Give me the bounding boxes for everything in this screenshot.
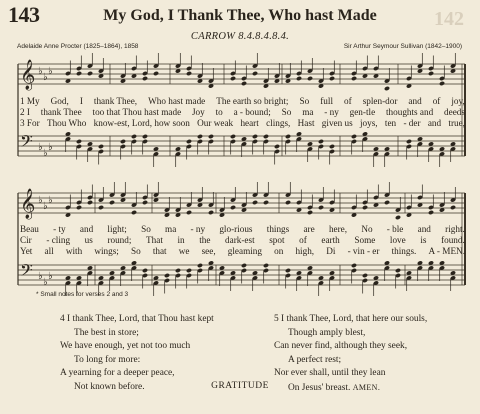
flat-sign: ♭ <box>48 195 53 206</box>
lyric-syllable: of <box>299 235 307 245</box>
lyric-syllable: - ble <box>386 224 404 234</box>
flat-sign: ♭ <box>48 142 53 153</box>
lyric-syllable: in <box>177 235 185 245</box>
note-head <box>285 268 291 273</box>
note-head <box>76 71 82 76</box>
lyric-syllable: Who hast made <box>148 96 206 106</box>
note-head <box>362 273 368 278</box>
lyric-syllable: gleaming <box>227 246 262 256</box>
lyric-syllable: deeds <box>444 107 465 117</box>
note-head <box>186 268 192 273</box>
lyric-syllable: The earth so bright; <box>216 96 289 106</box>
stanza-line: Not known before. <box>74 381 145 392</box>
note-head <box>263 200 269 205</box>
lyric-syllable: splen-dor <box>362 96 398 106</box>
lyric-syllable: That <box>146 235 163 245</box>
stanza-line: Nor ever shall, until they lean <box>274 368 386 379</box>
note-head <box>450 205 456 210</box>
flat-sign: ♭ <box>38 66 43 77</box>
lyric-syllable: and <box>79 224 94 234</box>
flat-sign: ♭ <box>43 72 48 83</box>
lyric-syllable: - vin - er <box>347 246 380 256</box>
lyric-syllable: earth <box>321 235 340 245</box>
lyric-syllable: joy, <box>451 96 465 106</box>
bass-clef: 𝄢 <box>20 260 33 284</box>
section-label: GRATITUDE <box>211 381 269 391</box>
tune-name: CARROW 8.4.8.4.8.4. <box>190 31 290 42</box>
lyric-syllable: 1 My <box>20 96 40 106</box>
lyric-syllable: see, <box>201 246 216 256</box>
note-head <box>318 205 324 210</box>
note-head <box>76 205 82 210</box>
note-head <box>329 144 335 149</box>
lyric-syllable: Thou Who <box>46 118 87 128</box>
stanza-line: 5 I thank Thee, Lord, that here our souls, <box>274 314 428 324</box>
lyric-syllable: - cling <box>46 235 71 245</box>
note-head <box>87 71 93 76</box>
lyric-syllable: is <box>420 235 427 245</box>
lyric-syllable: So <box>141 224 151 234</box>
flat-sign: ♭ <box>38 271 43 282</box>
lyric-syllable: light; <box>107 224 127 234</box>
system2-verse3 <box>20 246 465 256</box>
lyric-syllable: the <box>199 235 211 245</box>
flat-sign: ♭ <box>48 271 53 282</box>
flat-sign: ♭ <box>48 66 53 77</box>
note-head <box>87 200 93 205</box>
stanza-line: A yearning for a deeper peace, <box>60 368 175 379</box>
lyric-syllable: A - MEN. <box>428 246 465 256</box>
note-head <box>351 134 357 139</box>
lyric-syllable: us <box>84 235 93 245</box>
lyric-syllable: love <box>389 235 406 245</box>
lyric-syllable: glo-rious <box>219 224 253 234</box>
lyric-syllable: high, <box>295 246 315 256</box>
lyric-syllable: a - bound; <box>233 107 271 117</box>
lyric-syllable: thank Thee <box>40 107 82 117</box>
lyric-syllable: spot <box>269 235 285 245</box>
lyric-syllable: know-est, Lord, how soon <box>93 118 190 128</box>
lyric-syllable: 3 For <box>20 118 40 128</box>
lyric-syllable: things <box>266 224 290 234</box>
lyric-syllable: things. <box>391 246 417 256</box>
lyric-syllable: Di <box>326 246 336 256</box>
note-head <box>175 268 181 273</box>
note-head <box>307 76 313 81</box>
stanza-line: Though amply blest, <box>288 327 366 338</box>
note-head <box>230 134 236 139</box>
lyric-syllable: - ny <box>324 107 339 117</box>
note-head <box>252 134 258 139</box>
note-head <box>252 71 258 76</box>
note-head <box>208 134 214 139</box>
stanza-line: Can never find, although they seek, <box>274 341 408 352</box>
lyric-syllable: Yet <box>20 246 33 256</box>
note-head <box>142 134 148 139</box>
note-head <box>395 215 401 220</box>
flat-sign: ♭ <box>43 277 48 288</box>
note-head <box>186 71 192 76</box>
note-head <box>439 81 445 86</box>
lyric-syllable: and <box>417 224 431 234</box>
words-credit: Adelaide Anne Procter (1825–1864), 1858 <box>17 43 139 50</box>
note-head <box>142 268 148 273</box>
note-head <box>186 210 192 215</box>
lyric-syllable: So <box>130 246 141 256</box>
lyric-syllable: ma <box>302 107 314 117</box>
lyric-syllable: heart <box>240 118 259 128</box>
lyric-syllable: all <box>44 246 54 256</box>
lyric-syllable: gen-tle <box>349 107 376 117</box>
note-head <box>285 134 291 139</box>
lyric-syllable: - ty <box>53 224 66 234</box>
lyric-syllable: full <box>320 96 334 106</box>
lyric-syllable: I <box>79 96 83 106</box>
hymn-title: My God, I Thank Thee, Who hast Made <box>103 7 377 24</box>
amen-text: AMEN. <box>352 382 381 392</box>
flat-sign: ♭ <box>43 148 48 159</box>
lyric-syllable: that <box>152 246 167 256</box>
note-head <box>120 139 126 144</box>
note-head <box>428 210 434 215</box>
note-head <box>285 200 291 205</box>
note-head <box>351 76 357 81</box>
note-head <box>230 205 236 210</box>
bass-clef: 𝄢 <box>20 131 33 155</box>
note-head <box>142 200 148 205</box>
system1-verse3 <box>20 118 465 128</box>
lyric-syllable: wings; <box>94 246 119 256</box>
treble-clef: 𝄞 <box>20 189 36 219</box>
lyric-syllable: Joy <box>191 107 205 117</box>
lyric-syllable: So <box>281 107 292 117</box>
note-head <box>197 134 203 139</box>
note-head <box>241 263 247 268</box>
bleed-through-number: 142 <box>434 8 464 30</box>
note-head <box>384 200 390 205</box>
lyric-syllable: dark-est <box>225 235 255 245</box>
lyric-syllable: Hast <box>297 118 315 128</box>
note-head <box>274 144 280 149</box>
note-head <box>395 268 401 273</box>
note-head <box>384 86 390 91</box>
lyric-syllable: to <box>215 107 223 117</box>
note-head <box>98 205 104 210</box>
lyric-syllable: on <box>274 246 284 256</box>
stanza-line: 4 I thank Thee, Lord, that Thou hast kept <box>60 314 214 324</box>
note-head <box>131 134 137 139</box>
lyric-syllable: ten <box>384 118 397 128</box>
lyric-syllable: we <box>178 246 190 256</box>
flat-sign: ♭ <box>38 195 43 206</box>
stanza-line: To long for more: <box>74 354 141 365</box>
flat-sign: ♭ <box>38 142 43 153</box>
lyric-syllable: God, <box>50 96 69 106</box>
note-head <box>362 205 368 210</box>
note-head <box>230 76 236 81</box>
note-head <box>351 263 357 268</box>
lyric-syllable: Some <box>354 235 376 245</box>
lyric-syllable: clings, <box>266 118 291 128</box>
lyric-syllable: Beau <box>20 224 39 234</box>
note-head <box>329 76 335 81</box>
lyric-syllable: right. <box>445 224 465 234</box>
stanza-line: The best in store; <box>74 327 139 338</box>
note-head <box>208 210 214 215</box>
note-head <box>153 71 159 76</box>
note-head <box>164 273 170 278</box>
lyric-syllable: - der <box>403 118 421 128</box>
note-head <box>296 76 302 81</box>
lyric-syllable: true, <box>448 118 465 128</box>
lyric-syllable: Our weak <box>197 118 234 128</box>
note-head <box>318 139 324 144</box>
note-head <box>98 144 104 149</box>
lyric-syllable: round; <box>107 235 132 245</box>
lyric-syllable: and <box>408 96 422 106</box>
lyric-syllable: of <box>344 96 352 106</box>
note-head <box>142 76 148 81</box>
system2-verse1 <box>20 224 465 234</box>
system1-verse2 <box>20 107 465 117</box>
lyric-syllable: too that Thou hast made <box>92 107 182 117</box>
note-head <box>241 81 247 86</box>
stanza-line: A perfect rest; <box>288 354 342 365</box>
note-head <box>263 263 269 268</box>
footnote: * Small notes for verses 2 and 3 <box>36 291 129 298</box>
lyric-syllable: are <box>303 224 315 234</box>
flat-sign: ♭ <box>43 201 48 212</box>
lyric-syllable: thoughts and <box>385 107 434 117</box>
note-head <box>197 263 203 268</box>
treble-clef: 𝄞 <box>20 60 36 90</box>
lyric-syllable: So <box>299 96 310 106</box>
stanza-line: On Jesus' breast. AMEN. <box>288 382 381 393</box>
note-head <box>131 210 137 215</box>
lyric-syllable: thank Thee, <box>93 96 138 106</box>
note-head <box>76 139 82 144</box>
lyric-syllable: here, <box>328 224 348 234</box>
music-credit: Sir Arthur Seymour Sullivan (1842–1900) <box>343 43 462 50</box>
note-head <box>186 139 192 144</box>
lyric-syllable: ma <box>165 224 177 234</box>
hymn-number: 143 <box>8 2 40 27</box>
stanza-line: We have enough, yet not too much <box>60 341 191 352</box>
lyric-syllable: given us <box>321 118 353 128</box>
lyric-syllable: of <box>432 96 441 106</box>
note-head <box>252 200 258 205</box>
note-head <box>406 139 412 144</box>
lyric-syllable: No <box>361 224 373 234</box>
lyric-syllable: 2 I <box>20 107 30 117</box>
system2-verse2 <box>20 235 465 245</box>
lyric-syllable: - ny <box>190 224 206 234</box>
system1-verse1 <box>20 96 465 106</box>
note-head <box>307 210 313 215</box>
note-head <box>263 134 269 139</box>
note-head <box>428 71 434 76</box>
note-head <box>109 200 115 205</box>
lyric-syllable: joys, <box>359 118 378 128</box>
lyric-syllable: Cir <box>20 235 32 245</box>
lyric-syllable: and <box>427 118 442 128</box>
lyric-syllable: found. <box>441 235 465 245</box>
lyric-syllable: with <box>65 246 83 256</box>
